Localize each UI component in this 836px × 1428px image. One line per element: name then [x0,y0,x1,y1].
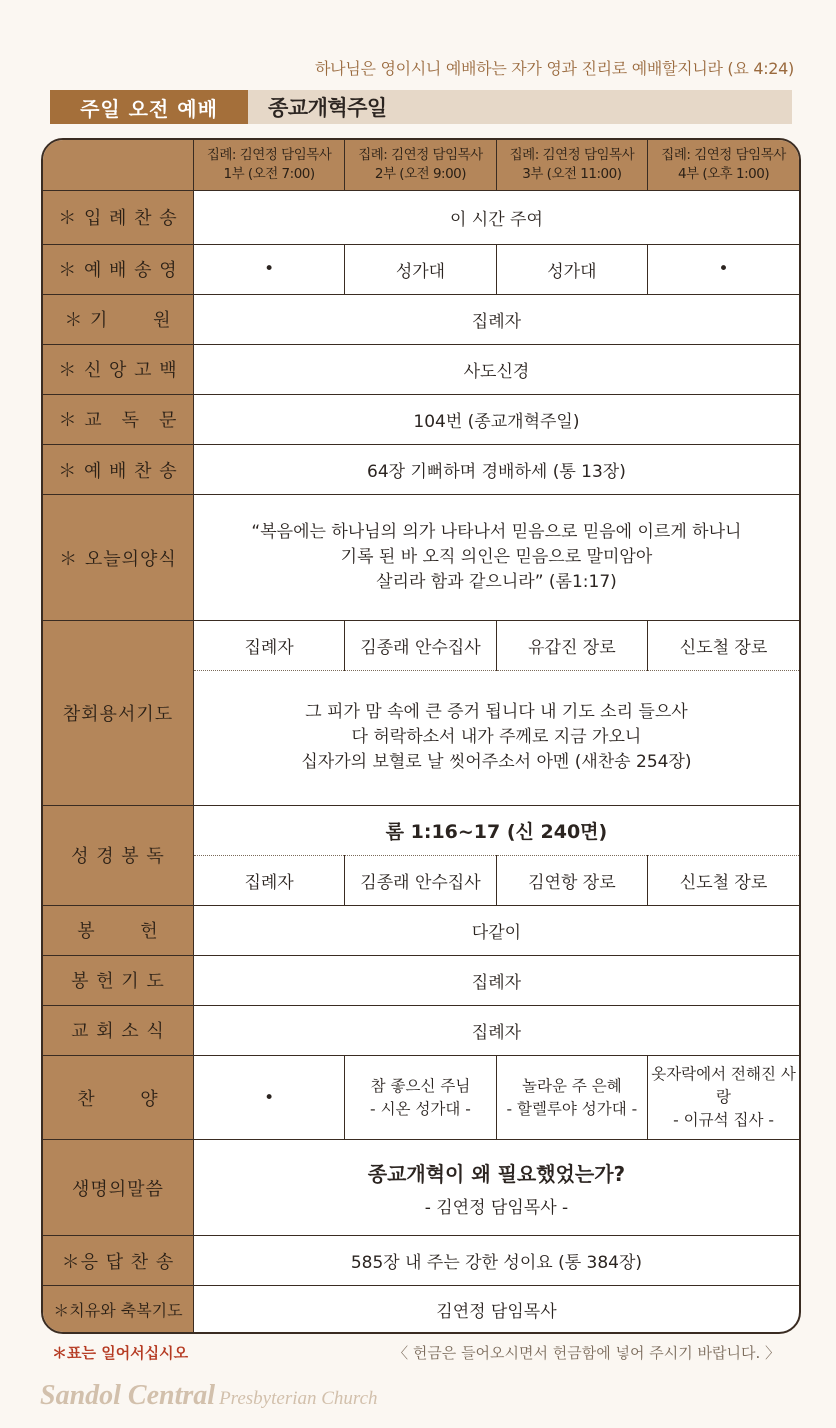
header-service-3: 집례: 김연정 담임목사 3부 (오전 11:00) [496,140,647,190]
header-corner [43,140,193,190]
repentance-hymn-text: 그 피가 맘 속에 큰 증거 됩니다 내 기도 소리 들으사 다 허락하소서 내가 주께로 지금 가오니 십자가의 보혈로 날 씻어주소서 아멘 (새찬송 254장) [193,671,799,805]
row-label: ＊ 오늘의양식 [43,495,193,621]
row-value-3: 놀라운 주 은혜 - 할렐루야 성가대 - [496,1055,647,1139]
row-value: 64장 기뻐하며 경배하세 (통 13장) [193,444,799,494]
row-value: 집례자 [193,955,799,1005]
table-row [43,244,799,294]
table-row [43,495,799,621]
table-row [43,394,799,444]
row-value: 다같이 [193,905,799,955]
row-value-2: 성가대 [345,244,496,294]
row-label: 찬 양 [43,1055,193,1139]
row-label: ＊ 신 앙 고 백 [43,344,193,394]
row-value-2: 김종래 안수집사 [345,855,496,905]
row-value: 585장 내 주는 강한 성이요 (통 384장) [193,1236,799,1286]
row-value-2: 참 좋으신 주님 - 시온 성가대 - [345,1055,496,1139]
scripture-verse: 하나님은 영이시니 예배하는 자가 영과 진리로 예배할지니라 (요 4:24) [315,59,794,78]
table-row [43,1236,799,1286]
row-label: 봉 헌 [43,905,193,955]
church-name: Sandol Central [40,1380,216,1411]
header-service-4: 집례: 김연정 담임목사 4부 (오후 1:00) [648,140,799,190]
row-label: 성 경 봉 독 [43,805,193,905]
sermon-preacher: - 김연정 담임목사 - [424,1197,569,1218]
row-label: ＊ 입 례 찬 송 [43,190,193,244]
row-value: 이 시간 주여 [193,190,799,244]
row-label: 봉 헌 기 도 [43,955,193,1005]
row-value: 집례자 [193,294,799,344]
order-table [43,140,799,1332]
offering-note: 〈 헌금은 들어오시면서 헌금함에 넣어 주시기 바랍니다. 〉 [393,1344,780,1362]
row-value-3: 유갑진 장로 [496,621,647,671]
daily-bread-text: “복음에는 하나님의 의가 나타나서 믿음으로 믿음에 이르게 하나니 기록 된 바 오직 의인은 믿음으로 말미암아 살리라 함과 같으니라” (롬1:17) [193,495,799,621]
table-row [43,955,799,1005]
row-label: ＊ 예 배 송 영 [43,244,193,294]
row-label: ＊ 교 독 문 [43,394,193,444]
table-row [43,905,799,955]
sermon-title: 종교개혁이 왜 필요했었는가? [367,1161,626,1186]
table-row [43,621,799,671]
table-row [43,444,799,494]
row-value: 김연정 담임목사 [193,1286,799,1332]
row-value-4: 옷자락에서 전해진 사랑 - 이규석 집사 - [648,1055,799,1139]
row-value-2: 김종래 안수집사 [345,621,496,671]
header-service-1: 집례: 김연정 담임목사 1부 (오전 7:00) [193,140,344,190]
row-value-4: 신도철 장로 [648,621,799,671]
row-value-4: 신도철 장로 [648,855,799,905]
row-value-1: • [193,1055,344,1139]
row-value-1: • [193,244,344,294]
row-label: 참회용서기도 [43,621,193,805]
table-row [43,805,799,855]
table-row [43,1005,799,1055]
sermon [193,1140,799,1236]
church-type: Presbyterian Church [219,1388,378,1409]
row-value: 집례자 [193,1005,799,1055]
header-service-2: 집례: 김연정 담임목사 2부 (오전 9:00) [345,140,496,190]
table-header-row [43,140,799,190]
table-row [43,190,799,244]
row-value-3: 김연항 장로 [496,855,647,905]
row-label: ＊ 예 배 찬 송 [43,444,193,494]
row-value-1: 집례자 [193,621,344,671]
row-value-3: 성가대 [496,244,647,294]
order-of-service [41,138,801,1334]
row-label: 교 회 소 식 [43,1005,193,1055]
row-label: ＊치유와 축복기도 [43,1286,193,1332]
row-label: 생명의말씀 [43,1140,193,1236]
row-value: 104번 (종교개혁주일) [193,394,799,444]
service-subtitle: 종교개혁주일 [268,96,387,120]
table-row [43,1140,799,1236]
table-row [43,1286,799,1332]
row-label: ＊ 기 원 [43,294,193,344]
table-row [43,294,799,344]
table-row [43,344,799,394]
row-value-1: 집례자 [193,855,344,905]
table-row [43,1055,799,1139]
scripture-passage: 롬 1:16~17 (신 240면) [193,805,799,855]
church-logo [40,1380,378,1412]
row-value: 사도신경 [193,344,799,394]
standing-note: ＊표는 일어서십시오 [52,1344,189,1362]
row-value-4: • [648,244,799,294]
service-title: 주일 오전 예배 [50,90,248,124]
row-label: ＊응 답 찬 송 [43,1236,193,1286]
